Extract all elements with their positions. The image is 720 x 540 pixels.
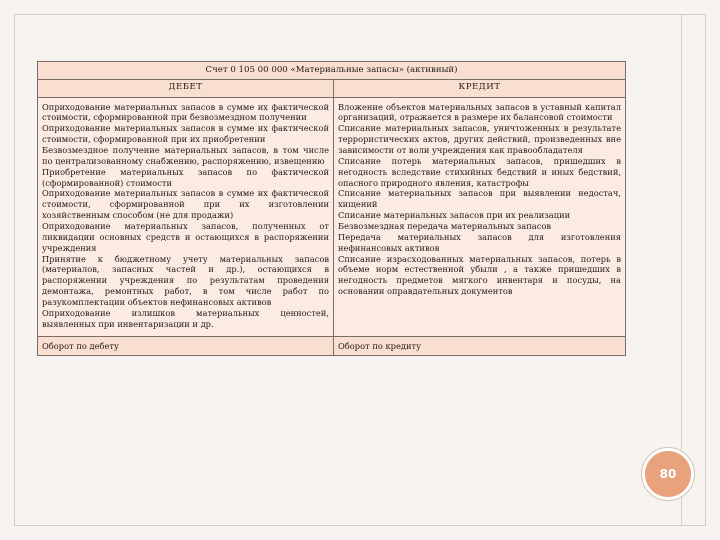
credit-header: КРЕДИТ xyxy=(334,80,626,97)
debit-entry: Оприходование излишков материальных ценностей, выявленных при инвентаризации и др. xyxy=(42,307,329,329)
slide-right-rule xyxy=(681,14,682,526)
credit-entry: Списание потерь материальных запасов, пришедших в негодность вследствие стихийных бедствий и иных бедствий, опасного природного явления, катастрофы xyxy=(338,155,622,188)
page-number-badge: 80 xyxy=(642,448,694,500)
credit-entry: Списание материальных запасов при их реализации xyxy=(338,210,571,221)
debit-header: ДЕБЕТ xyxy=(38,80,334,97)
debit-turnover: Оборот по дебету xyxy=(38,336,334,356)
credit-entry: Списание израсходованных материальных запасов, потерь в объеме норм естественной убыли , а также пришедших в негодность предметов мягкого инвентаря и посуды, на основании оправдательных документов xyxy=(338,253,622,297)
account-table xyxy=(37,61,626,356)
debit-entries xyxy=(38,97,334,336)
debit-entry: Оприходование материальных запасов в сумме их фактической стоимости, сформированной при их приобретении xyxy=(42,123,329,145)
credit-entry: Списание материальных запасов при выявлении недостач, хищений xyxy=(338,188,622,210)
credit-entry: Вложение объектов материальных запасов в уставный капитал организаций, отражается в размере их балансовой стоимости xyxy=(338,101,622,123)
account-title: Счет 0 105 00 000 «Материальные запасы» (активный) xyxy=(38,62,626,80)
credit-entry: Передача материальных запасов для изготовления нефинансовых активов xyxy=(338,231,622,253)
credit-entry: Безвозмездная передача материальных запасов xyxy=(338,220,552,231)
debit-entry: Безвозмездное получение материальных запасов, в том числе по централизованному снабжению, распоряжению, извещению xyxy=(42,144,329,166)
credit-entries xyxy=(334,97,626,336)
debit-entry: Оприходование материальных запасов в сумме их фактической стоимости, сформированной при безвозмездном получении xyxy=(42,101,329,123)
debit-entry: Приобретение материальных запасов по фактической (сформированной) стоимости xyxy=(42,166,329,188)
credit-turnover: Оборот по кредиту xyxy=(334,336,626,356)
debit-entry: Оприходование материальных запасов в сумме их фактической стоимости, сформированной при их изготовлении хозяйственным способом (не для продажи) xyxy=(42,188,329,221)
credit-entry: Списание материальных запасов, уничтоженных в результате террористических актов, других действий, произведенных вне зависимости от воли учреждения как правообладателя xyxy=(338,123,622,155)
debit-entry: Оприходование материальных запасов, полученных от ликвидации основных средств и остающихся в распоряжении учреждения xyxy=(42,220,329,253)
debit-entry: Принятие к бюджетному учету материальных запасов (материалов, запасных частей и др.), остающихся в распоряжении учреждения по результатам проведения демонтажа, ремонтных работ, в том числе работ по разукомплектации объектов нефинансовых активов xyxy=(42,253,329,307)
